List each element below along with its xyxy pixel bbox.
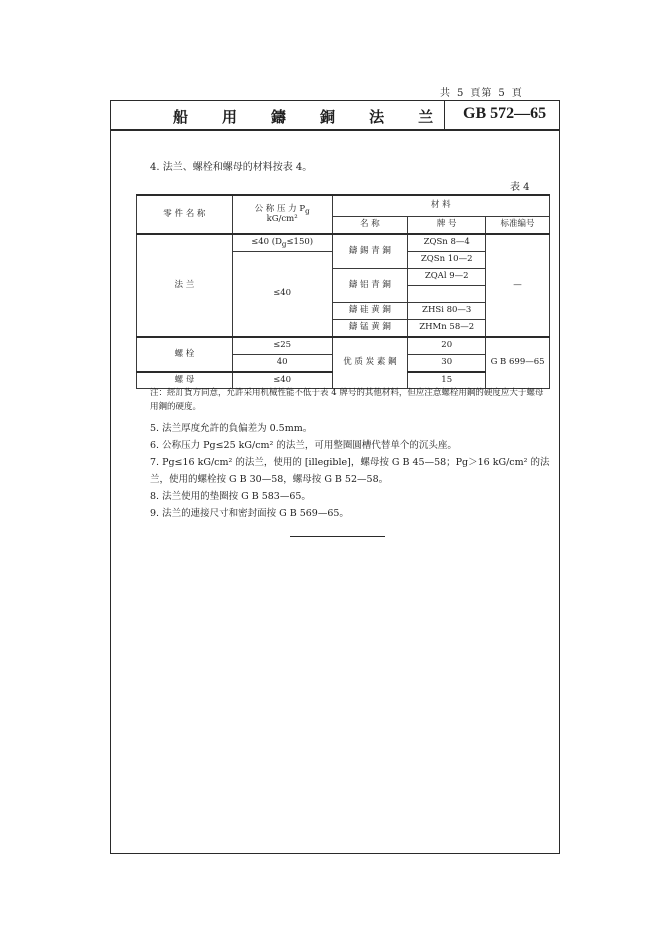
bolt-pressure-a: ≤25 (232, 337, 332, 355)
head-grade: 牌 号 (408, 217, 486, 235)
flange-grade-4: ZHSi 80—3 (408, 303, 486, 320)
flange-grade-3-blank (408, 286, 486, 303)
document-header (111, 101, 559, 131)
table-note: 注：經訂貨方同意，允許采用机械性能不低于表 4 牌号的其他材料，但应注意螺栓用鋼的硬度应大于螺母用鋼的硬度。 (150, 388, 544, 412)
end-rule (290, 536, 385, 537)
note-8: 8. 法兰使用的垫圈按 G B 583—65。 (150, 491, 311, 502)
bolt-name: 优 质 炭 素 鋼 (332, 337, 408, 389)
title-char: 法 (369, 108, 385, 126)
note-5: 5. 法兰厚度允許的負偏差为 0.5mm。 (150, 423, 313, 434)
document-title (173, 106, 467, 127)
flange-name-1: 鑄 錫 青 銅 (332, 234, 408, 269)
table-caption: 表 4 (510, 182, 530, 193)
notes-list (150, 420, 552, 522)
nut-grade: 15 (408, 372, 486, 389)
flange-pressure-a-sub: g (281, 239, 287, 249)
title-char: 船 (173, 108, 189, 126)
bolt-std: G B 699—65 (486, 337, 550, 389)
nut-part: 螺 母 (137, 372, 233, 389)
bolt-pressure-b: 40 (232, 355, 332, 373)
bolt-grade-b: 30 (408, 355, 486, 373)
flange-pressure-b: ≤40 (232, 252, 332, 338)
title-char: 用 (222, 108, 238, 126)
head-part-name: 零 件 名 称 (137, 195, 233, 234)
title-char: 兰 (418, 108, 434, 126)
page-info-total: 5 (457, 88, 465, 99)
note-9: 9. 法兰的連接尺寸和密封面按 G B 569—65。 (150, 508, 349, 519)
note-7: 7. Pg≤16 kG/cm² 的法兰，使用的 [illegible]，螺母按 G B 45—58；Pg＞16 kG/cm² 的法兰，使用的螺栓按 G B 30—58，螺母按 G B 52—58。 (150, 457, 550, 485)
page-counter (440, 84, 529, 99)
head-std-no: 标准编号 (486, 217, 550, 235)
flange-std: — (486, 234, 550, 337)
header-divider (444, 101, 445, 129)
bolt-grade-a: 20 (408, 337, 486, 355)
page-info-unit: 頁 (511, 88, 523, 99)
flange-pressure-a (232, 234, 332, 252)
flange-name-2: 鑄 铝 青 銅 (332, 269, 408, 303)
flange-name-3: 鑄 硅 黄 銅 (332, 303, 408, 320)
page-info-total-label: 共 (440, 88, 451, 99)
flange-grade-5: ZHMn 58—2 (408, 320, 486, 338)
standard-number: GB 572—65 (463, 105, 547, 122)
page-info-current: 5 (498, 88, 506, 99)
note-4: 4. 法兰、螺栓和螺母的材料按表 4。 (150, 162, 313, 173)
flange-pressure-a-tail: ≤150) (286, 236, 314, 247)
flange-grade-3: ZQAl 9—2 (408, 269, 486, 286)
title-char: 銅 (320, 108, 336, 126)
head-material: 材 料 (332, 195, 550, 217)
head-pressure (232, 195, 332, 234)
nut-pressure: ≤40 (232, 372, 332, 389)
flange-pressure-a-text: ≤40 (D (251, 236, 282, 247)
note-6: 6. 公称压力 Pg≤25 kG/cm² 的法兰，可用整圈圓槽代替单个的沉头座。 (150, 440, 457, 451)
head-pressure-line1: 公 称 压 力 P (254, 203, 306, 214)
flange-part: 法 兰 (137, 234, 233, 337)
page-info-current-label: 頁第 (470, 88, 493, 99)
flange-name-4: 鑄 锰 黄 銅 (332, 320, 408, 338)
head-pressure-sub: g (305, 206, 310, 216)
flange-grade-1: ZQSn 8—4 (408, 234, 486, 252)
bolt-part: 螺 栓 (137, 337, 233, 372)
head-name: 名 称 (332, 217, 408, 235)
head-pressure-unit: kG/cm² (266, 214, 298, 225)
title-char: 鑄 (271, 108, 287, 126)
flange-grade-2: ZQSn 10—2 (408, 252, 486, 269)
material-table (136, 194, 550, 389)
